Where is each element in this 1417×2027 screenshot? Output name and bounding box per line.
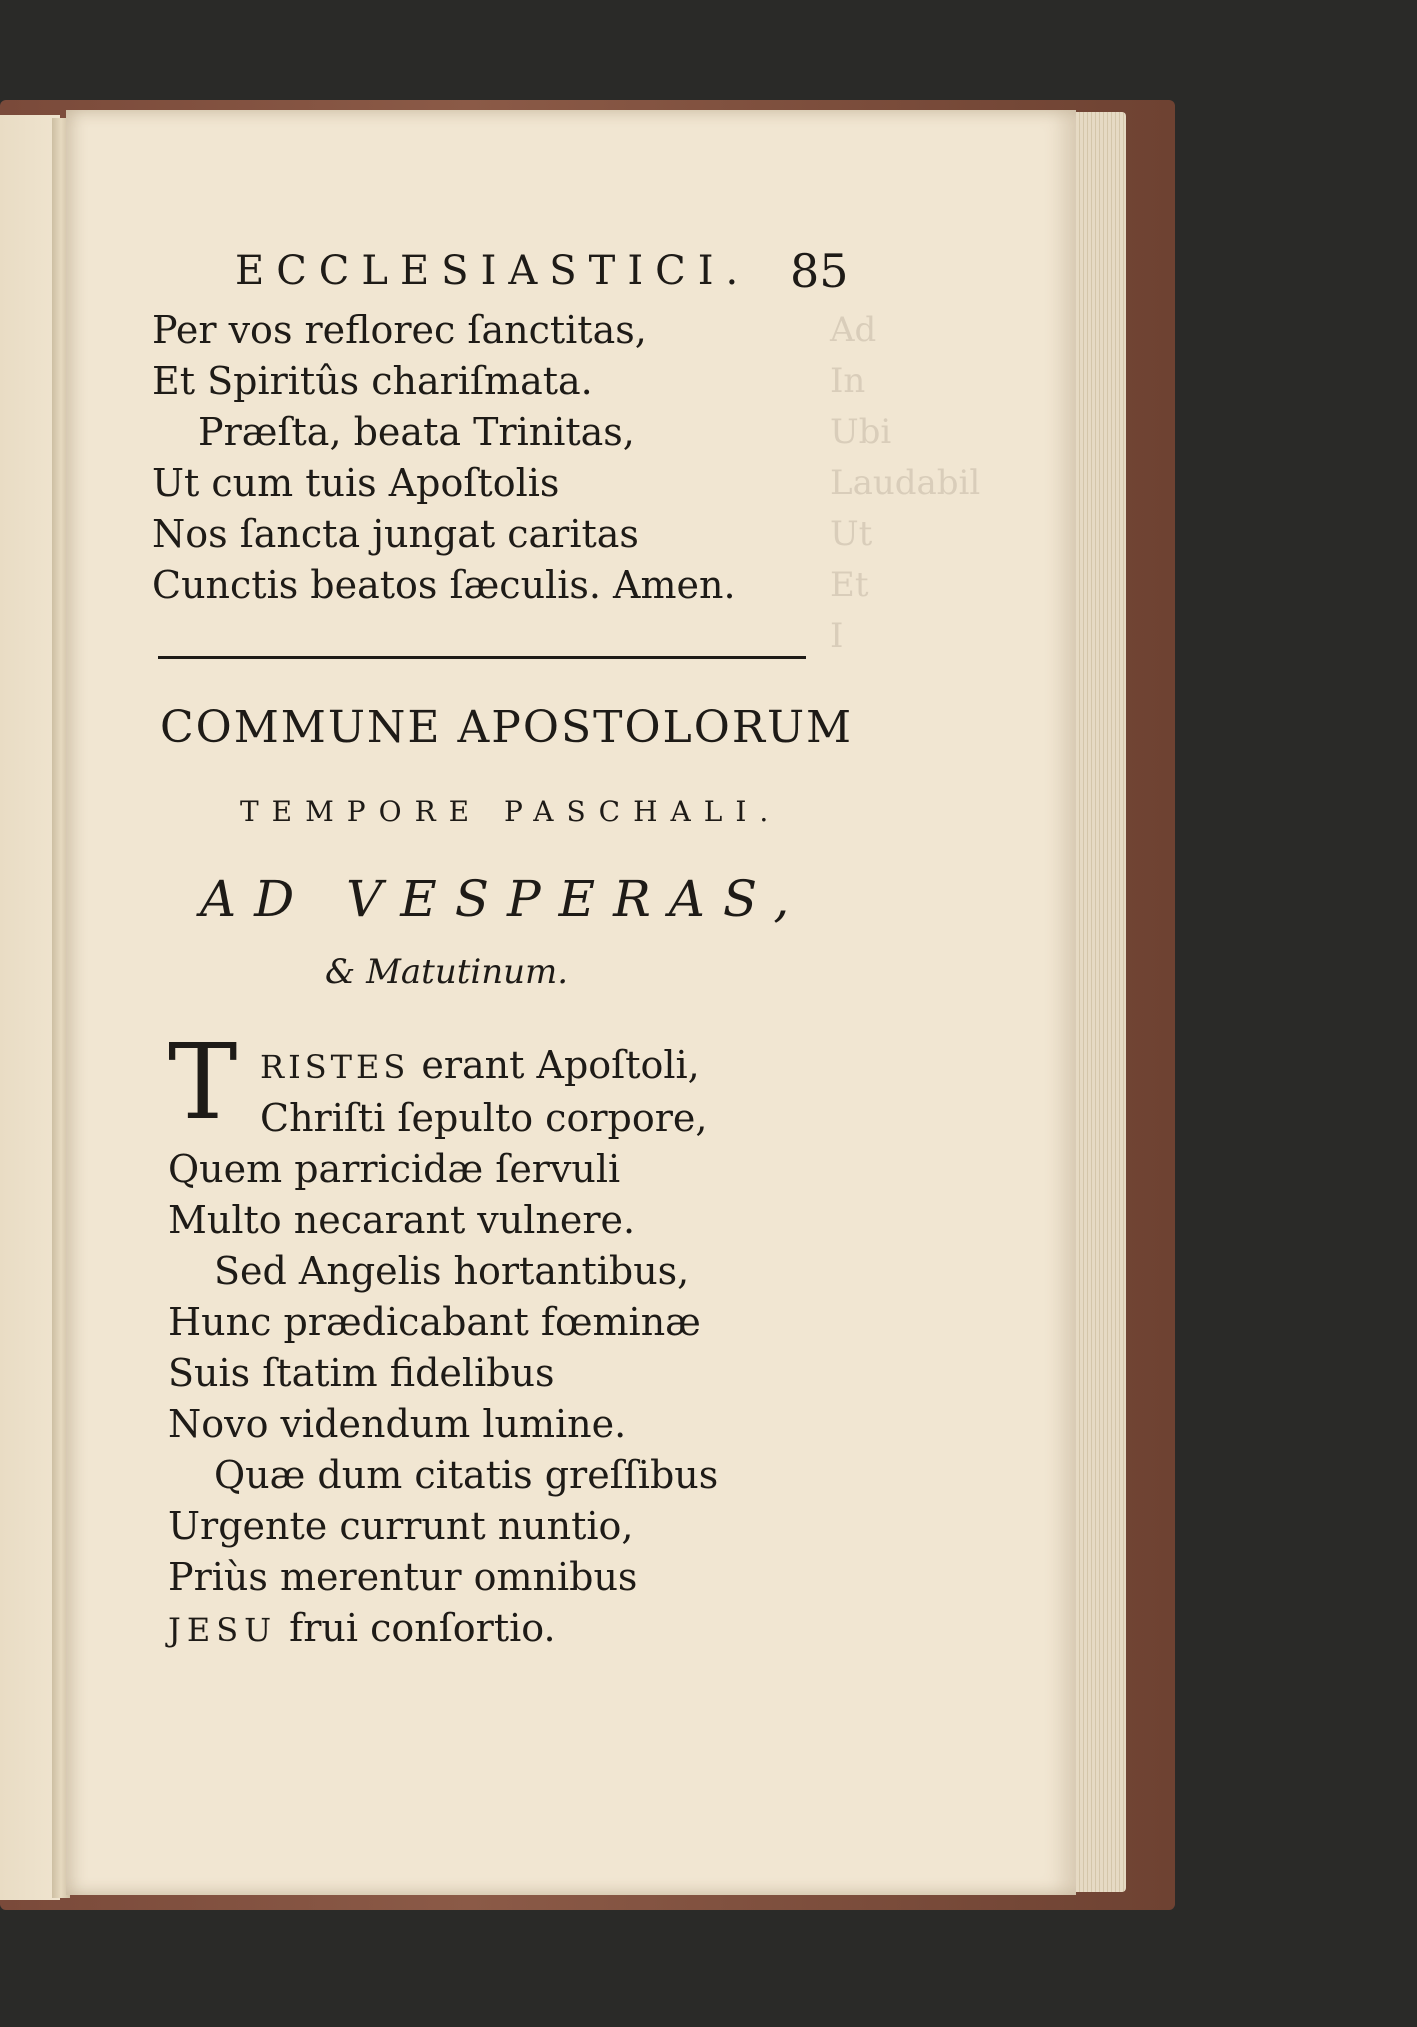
verse-line: Quæ dum citatis greſſibus bbox=[214, 1453, 719, 1497]
verse-line: RISTES erant Apoſtoli, bbox=[260, 1043, 700, 1087]
verse-line: Quem parricidæ ſervuli bbox=[168, 1147, 621, 1191]
first-word: RISTES bbox=[260, 1048, 410, 1086]
section-hour-sub: & Matutinum. bbox=[325, 952, 569, 992]
verse-line: Per vos reflorec ſanctitas, bbox=[152, 308, 647, 352]
show-through-text: Ad In Ubi Laudabil Ut Et I bbox=[830, 310, 981, 656]
verse-line: Cunctis beatos ſæculis. Amen. bbox=[152, 563, 736, 607]
verse-line: Multo necarant vulnere. bbox=[168, 1198, 636, 1242]
hymn-ending bbox=[152, 305, 736, 611]
jesu-word: JESU bbox=[168, 1611, 278, 1649]
verse-line: Suis ſtatim fidelibus bbox=[168, 1351, 555, 1395]
verse-line: Hunc prædicabant fœminæ bbox=[168, 1300, 701, 1344]
verse-line: Priùs merentur omnibus bbox=[168, 1555, 638, 1599]
page-edges bbox=[1068, 112, 1126, 1892]
verse-line: Sed Angelis hortantibus, bbox=[214, 1249, 690, 1293]
facing-page-edge bbox=[0, 115, 60, 1900]
section-hour: AD VESPERAS, bbox=[200, 870, 808, 928]
section-subtitle: TEMPORE PASCHALI. bbox=[240, 795, 782, 828]
page-number: 85 bbox=[790, 244, 849, 298]
verse-line: JESU frui conſortio. bbox=[168, 1606, 556, 1650]
verse-line: Chriſti ſepulto corpore, bbox=[260, 1096, 708, 1140]
verse-line: Nos ſancta jungat caritas bbox=[152, 512, 639, 556]
running-title: ECCLESIASTICI. bbox=[235, 248, 751, 294]
verse-line: Præſta, beata Trinitas, bbox=[198, 410, 635, 454]
verse-line: Novo videndum lumine. bbox=[168, 1402, 627, 1446]
section-divider bbox=[158, 656, 806, 659]
verse-line: Et Spiritûs chariſmata. bbox=[152, 359, 593, 403]
hymn-body bbox=[168, 1040, 718, 1656]
drop-cap: T bbox=[168, 1021, 238, 1143]
verse-line: Ut cum tuis Apoſtolis bbox=[152, 461, 560, 505]
section-title: COMMUNE APOSTOLORUM bbox=[160, 702, 854, 753]
verse-line: Urgente currunt nuntio, bbox=[168, 1504, 634, 1548]
